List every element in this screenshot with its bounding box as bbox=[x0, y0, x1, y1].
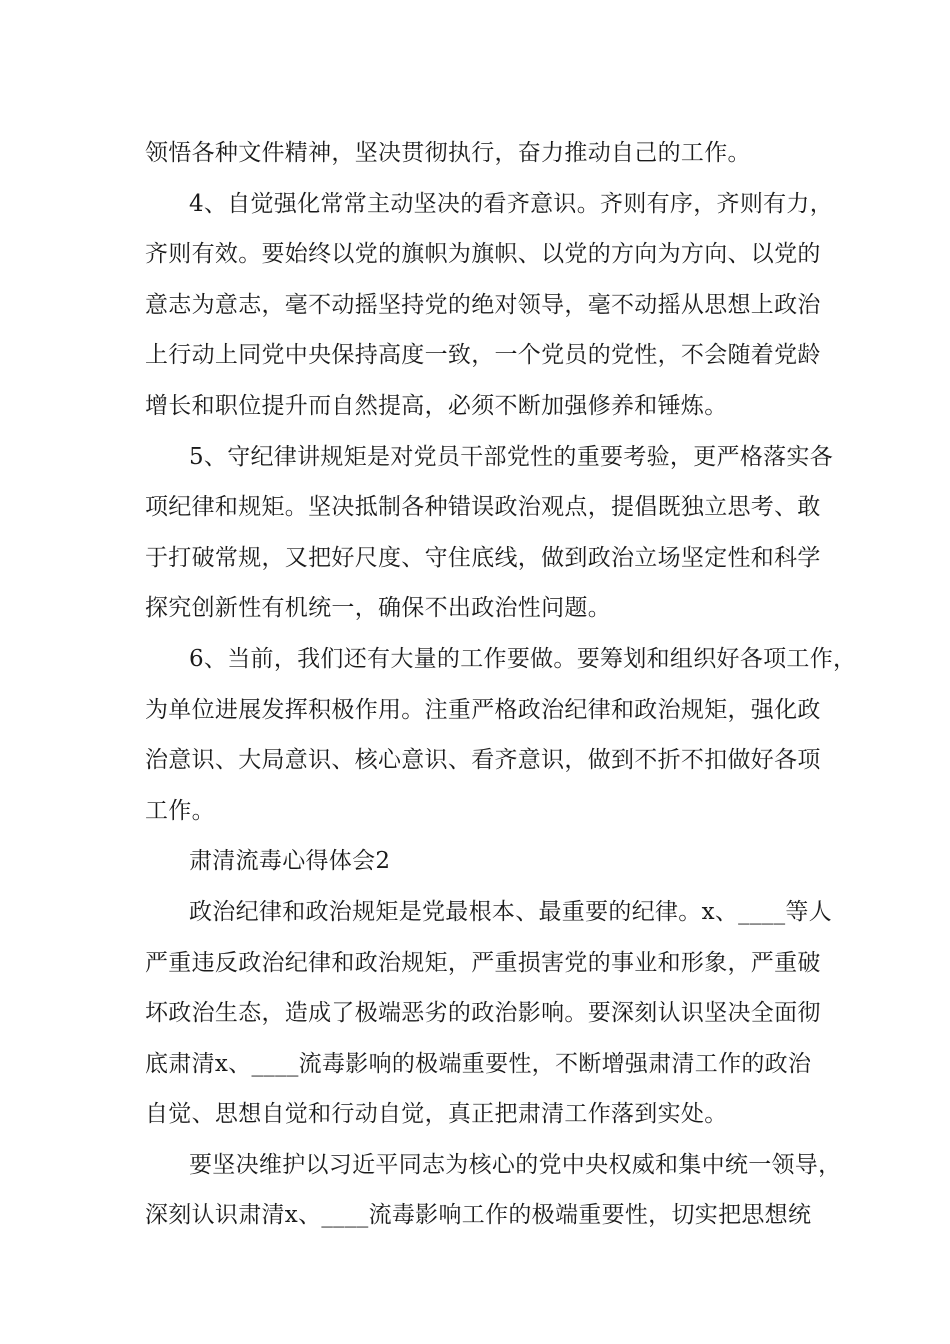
text-line: 深刻认识肃清x、____流毒影响工作的极端重要性，切实把思想统 bbox=[145, 1202, 812, 1229]
paragraph-6-start: 6、当前，我们还有大量的工作要做。要筹划和组织好各项工作， bbox=[189, 645, 857, 672]
text-line: 增长和职位提升而自然提高，必须不断加强修养和锤炼。 bbox=[145, 392, 728, 419]
paragraph-5-start: 5、守纪律讲规矩是对党员干部党性的重要考验，更严格落实各 bbox=[189, 443, 834, 470]
text-line: 意志为意志，毫不动摇坚持党的绝对领导，毫不动摇从思想上政治 bbox=[145, 291, 821, 318]
text-line: 底肃清x、____流毒影响的极端重要性，不断增强肃清工作的政治 bbox=[145, 1050, 812, 1077]
paragraph-start: 要坚决维护以习近平同志为核心的党中央权威和集中统一领导， bbox=[189, 1151, 842, 1178]
text-line: 领悟各种文件精神，坚决贯彻执行，奋力推动自己的工作。 bbox=[145, 140, 751, 166]
text-line: 上行动上同党中央保持高度一致，一个党员的党性，不会随着党龄 bbox=[145, 342, 821, 369]
text-line: 齐则有效。要始终以党的旗帜为旗帜、以党的方向为方向、以党的 bbox=[145, 241, 821, 268]
paragraph-start: 政治纪律和政治规矩是党最根本、最重要的纪律。x、____等人 bbox=[189, 898, 832, 925]
text-line: 为单位进展发挥积极作用。注重严格政治纪律和政治规矩，强化政 bbox=[145, 696, 821, 723]
text-line: 治意识、大局意识、核心意识、看齐意识，做到不折不扣做好各项 bbox=[145, 747, 821, 774]
text-line: 探究创新性有机统一，确保不出政治性问题。 bbox=[145, 595, 611, 622]
text-line: 于打破常规，又把好尺度、守住底线，做到政治立场坚定性和科学 bbox=[145, 544, 821, 571]
text-line: 项纪律和规矩。坚决抵制各种错误政治观点，提倡既独立思考、敢 bbox=[145, 494, 821, 521]
paragraph-4-start: 4、自觉强化常常主动坚决的看齐意识。齐则有序，齐则有力， bbox=[189, 190, 834, 217]
text-line: 严重违反政治纪律和政治规矩，严重损害党的事业和形象，严重破 bbox=[145, 949, 821, 976]
text-line: 坏政治生态，造成了极端恶劣的政治影响。要深刻认识坚决全面彻 bbox=[145, 1000, 821, 1027]
document-body bbox=[145, 128, 857, 1241]
text-line: 工作。 bbox=[145, 797, 215, 824]
section-heading: 肃清流毒心得体会2 bbox=[189, 848, 391, 875]
text-line: 自觉、思想自觉和行动自觉，真正把肃清工作落到实处。 bbox=[145, 1101, 728, 1128]
